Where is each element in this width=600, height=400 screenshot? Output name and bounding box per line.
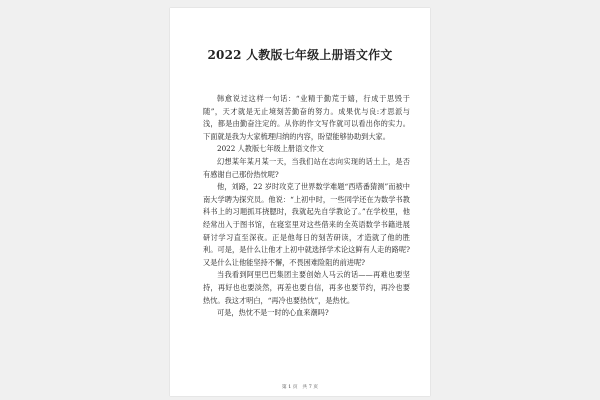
paragraph: 韩愈说过这样一句话：“业精于勤荒于嬉，行成于思毁于随”，天才就是无止境刻苦勤奋的努力。成果优与良:才思派与浅，都是由勤奋注定的。从你的作文写作就可以看出你的实力。下面就是我为大家梳理归纳的内容，盼望能够协助到大家。 — [203, 94, 410, 141]
document-page — [170, 8, 430, 396]
page-number-footer: 第 1 页 共 7 页 — [281, 385, 319, 390]
document-title: 2022 人教版七年级上册语文作文 — [207, 48, 393, 62]
paragraph: 当我看到阿里巴巴集团主要创始人马云的话——再难也要坚持，再好也也要淡然，再差也要自信，再多也要节约，再冷也要热忱。我这才明白，“再冷也要热忱”，是热忱。 — [203, 270, 410, 305]
paragraph: 幻想某年某月某一天，当我们站在志向实现的话土上，是否有感谢自己那份热忱呢? — [203, 156, 410, 179]
document-body — [203, 93, 410, 320]
paragraph: 他，刘路，22 岁时攻克了世界数学难题“西塔番猜测”而被中南大学聘为探究员。他说：“上初中时，一些同学还在为数学书教科书上的习题抓耳挠腮时，我就起先自学教论了。”在学校里，他经常出入于图书馆，在寝室里对这些借来的全英语数学书籍进展研讨学习直至深夜。正是他每日的刻苦研读，才造就了他的胜利。可是，是什么让他才上初中就选择学术论这鲜有人走的路呢?又是什么让他能坚持不懈，不畏困难险阻的前进呢? — [203, 182, 410, 267]
paragraph: 2022 人教版七年级上册语文作文 — [217, 144, 324, 154]
paragraph: 可是，热忱不是一时的心血来潮吗? — [217, 308, 329, 318]
